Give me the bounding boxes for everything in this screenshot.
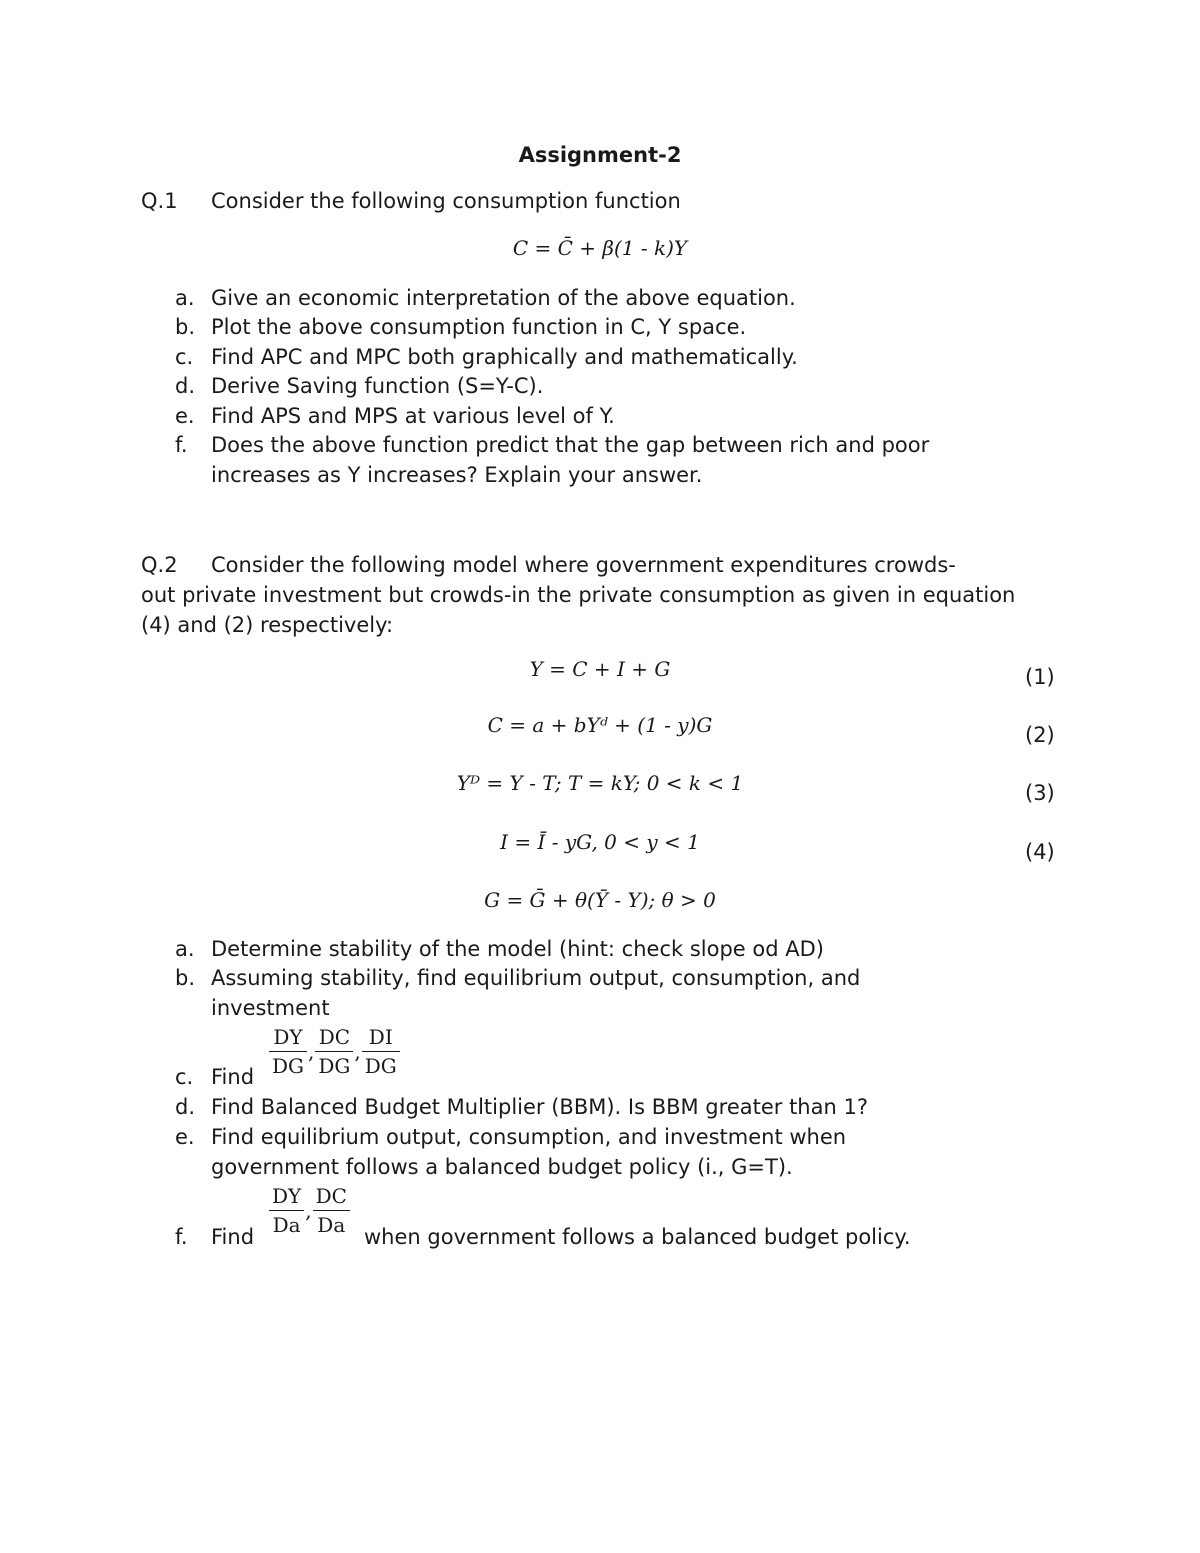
item-text: Find APC and MPC both graphically and mathematically. bbox=[211, 345, 798, 369]
q1-text: Consider the following consumption function bbox=[211, 189, 681, 213]
fraction-denominator: DG bbox=[318, 1054, 351, 1078]
fraction-numerator: DY bbox=[269, 1025, 307, 1052]
item-letter: f. bbox=[175, 1225, 188, 1249]
equation-number: (4) bbox=[1025, 840, 1055, 864]
item-text: Find bbox=[211, 1065, 255, 1089]
item-text: Find equilibrium output, consumption, and investment when government follows a balanced budget policy (i., G=T). bbox=[211, 1125, 847, 1179]
item-letter: a. bbox=[175, 286, 195, 310]
item-text-before: Find bbox=[211, 1225, 255, 1249]
equation-2: C = a + bYᵈ + (1 - y)G bbox=[487, 713, 713, 737]
derivative-fractions: $\frac{DY}{DG}$ , $\frac{DC}{DG}$ , $\frac{DI}{DG}$ bbox=[268, 1025, 401, 1078]
fraction bbox=[315, 1025, 353, 1078]
fraction bbox=[269, 1184, 304, 1237]
item-letter: f. bbox=[175, 433, 188, 457]
equation-number: (2) bbox=[1025, 723, 1055, 747]
item-text: Assuming stability, find equilibrium output, consumption, and investment bbox=[211, 966, 861, 1020]
fraction-denominator: DG bbox=[364, 1054, 397, 1078]
fraction-denominator: Da bbox=[317, 1213, 346, 1237]
equation-4: I = Ī - yG, 0 < y < 1 bbox=[500, 830, 700, 854]
item-letter: b. bbox=[175, 315, 196, 339]
item-letter: d. bbox=[175, 374, 196, 398]
fraction-denominator: DG bbox=[272, 1054, 305, 1078]
item-text: Find Balanced Budget Multiplier (BBM). Is BBM greater than 1? bbox=[211, 1095, 868, 1119]
equation-number: (3) bbox=[1025, 781, 1055, 805]
fraction-denominator: Da bbox=[272, 1213, 301, 1237]
item-text-after: when government follows a balanced budget policy. bbox=[364, 1225, 911, 1249]
q2-intro-line1: Consider the following model where government expenditures crowds- bbox=[211, 553, 956, 577]
q1-label: Q.1 bbox=[141, 189, 178, 213]
item-letter: c. bbox=[175, 1065, 194, 1089]
item-letter: c. bbox=[175, 345, 194, 369]
q2-intro-rest: out private investment but crowds-in the private consumption as given in equation (4) and (2) respectively: bbox=[141, 583, 1016, 637]
item-text: Plot the above consumption function in C, Y space. bbox=[211, 315, 747, 339]
fraction-numerator: DC bbox=[315, 1025, 353, 1052]
item-text: Give an economic interpretation of the above equation. bbox=[211, 286, 796, 310]
equation-1: Y = C + I + G bbox=[529, 657, 671, 681]
fraction-numerator: DC bbox=[313, 1184, 350, 1211]
item-text: Derive Saving function (S=Y-C). bbox=[211, 374, 544, 398]
item-letter: b. bbox=[175, 966, 196, 990]
fraction bbox=[269, 1025, 307, 1078]
item-text: Find APS and MPS at various level of Y. bbox=[211, 404, 615, 428]
item-letter: e. bbox=[175, 1125, 195, 1149]
q2-label: Q.2 bbox=[141, 553, 178, 577]
fraction bbox=[362, 1025, 400, 1078]
fraction-numerator: DY bbox=[269, 1184, 304, 1211]
fraction bbox=[313, 1184, 350, 1237]
page-title: Assignment-2 bbox=[518, 143, 682, 167]
fraction-numerator: DI bbox=[362, 1025, 400, 1052]
item-text: Determine stability of the model (hint: check slope od AD) bbox=[211, 937, 824, 961]
equation-5: G = Ḡ + θ(Ȳ - Y); θ > 0 bbox=[484, 888, 716, 912]
item-text: Does the above function predict that the gap between rich and poor increases as Y increases? Explain your answer. bbox=[211, 433, 930, 487]
q1-equation: C = C̄ + β(1 - k)Y bbox=[512, 236, 688, 260]
item-letter: e. bbox=[175, 404, 195, 428]
item-letter: d. bbox=[175, 1095, 196, 1119]
equation-number: (1) bbox=[1025, 665, 1055, 689]
item-letter: a. bbox=[175, 937, 195, 961]
equation-3: Yᴰ = Y - T; T = kY; 0 < k < 1 bbox=[456, 771, 744, 795]
derivative-fractions: $\frac{DY}{Da}$ , $\frac{DC}{Da}$ bbox=[268, 1184, 351, 1237]
